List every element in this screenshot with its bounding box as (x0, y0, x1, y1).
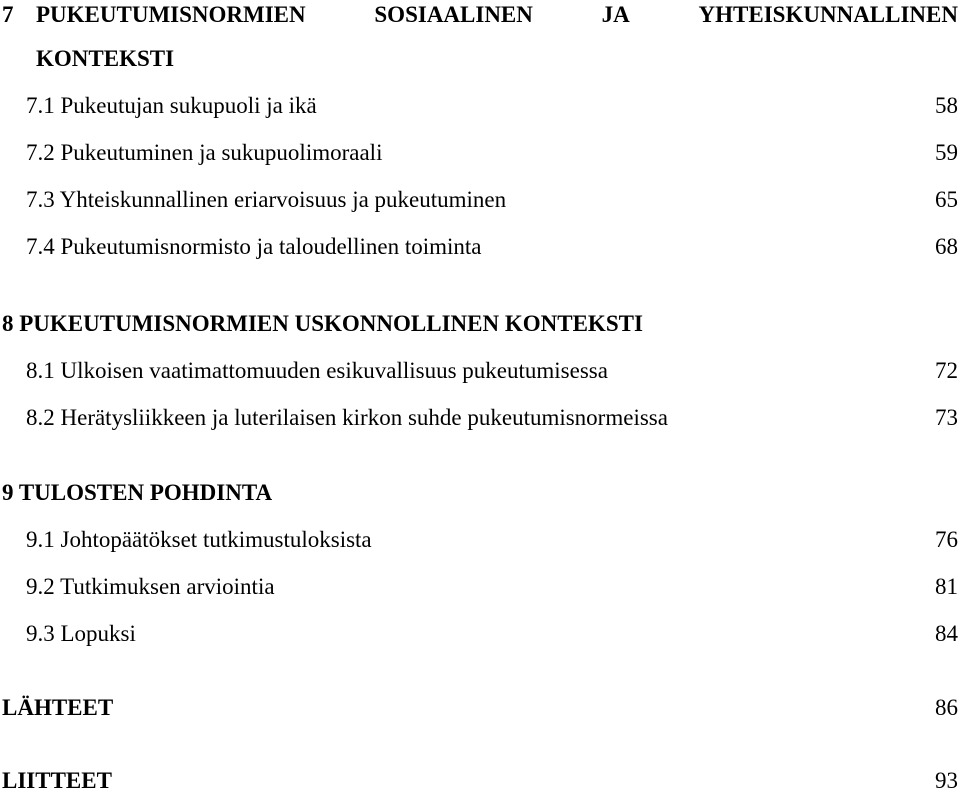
toc-entry-title: 7.1 Pukeutujan sukupuoli ja ikä (26, 93, 317, 118)
toc-chapter-heading[interactable] (0, 309, 958, 339)
toc-chapter-heading[interactable] (0, 478, 958, 508)
toc-entry[interactable] (0, 185, 958, 215)
chapter-title-word: PUKEUTUMISNORMIEN (36, 2, 306, 27)
toc-entry-page: 72 (935, 358, 958, 383)
toc-entry[interactable] (0, 525, 958, 555)
toc-appendices[interactable] (0, 766, 958, 796)
toc-entry-title: 9.1 Johtopäätökset tutkimustuloksista (26, 527, 372, 552)
toc-entry[interactable] (0, 619, 958, 649)
toc-entry-title: 7.3 Yhteiskunnallinen eriarvoisuus ja pukeutuminen (26, 187, 507, 212)
toc-sources[interactable] (0, 693, 958, 723)
toc-entry-title: 7.4 Pukeutumisnormisto ja taloudellinen toiminta (26, 234, 482, 259)
toc-chapter-heading (0, 0, 958, 30)
sources-page: 86 (935, 695, 958, 720)
chapter-number: 7 (2, 2, 14, 27)
toc-entry-page: 73 (935, 405, 958, 430)
chapter-title-word: YHTEISKUNNALLINEN (698, 2, 958, 27)
toc-entry[interactable] (0, 403, 958, 433)
chapter-title-words (36, 0, 958, 30)
appendices-title: LIITTEET (2, 768, 112, 793)
chapter-title-continuation: KONTEKSTI (36, 46, 175, 71)
toc-entry-title: 7.2 Pukeutuminen ja sukupuolimoraali (26, 140, 383, 165)
chapter-title: 8 PUKEUTUMISNORMIEN USKONNOLLINEN KONTEKSTI (2, 311, 643, 336)
toc-entry-page: 68 (935, 234, 958, 259)
chapter-title-word: SOSIAALINEN (374, 2, 533, 27)
toc-entry[interactable] (0, 572, 958, 602)
toc-entry[interactable] (0, 356, 958, 386)
toc-entry[interactable] (0, 138, 958, 168)
toc-entry[interactable] (0, 91, 958, 121)
toc-entry-page: 76 (935, 527, 958, 552)
toc-entry-title: 9.3 Lopuksi (26, 621, 136, 646)
toc-entry-page: 84 (935, 621, 958, 646)
chapter-title-word: JA (601, 2, 630, 27)
toc-chapter-heading-continuation (0, 44, 958, 74)
sources-title: LÄHTEET (2, 695, 114, 720)
toc-entry[interactable] (0, 232, 958, 262)
toc-entry-title: 8.2 Herätysliikkeen ja luterilaisen kirkon suhde pukeutumisnormeissa (26, 405, 668, 430)
appendices-page: 93 (935, 768, 958, 793)
toc-entry-title: 9.2 Tutkimuksen arviointia (26, 574, 275, 599)
toc-entry-page: 59 (935, 140, 958, 165)
toc-entry-title: 8.1 Ulkoisen vaatimattomuuden esikuvallisuus pukeutumisessa (26, 358, 608, 383)
toc-entry-page: 81 (935, 574, 958, 599)
toc-entry-page: 65 (935, 187, 958, 212)
chapter-title: 9 TULOSTEN POHDINTA (2, 480, 273, 505)
toc-entry-page: 58 (935, 93, 958, 118)
